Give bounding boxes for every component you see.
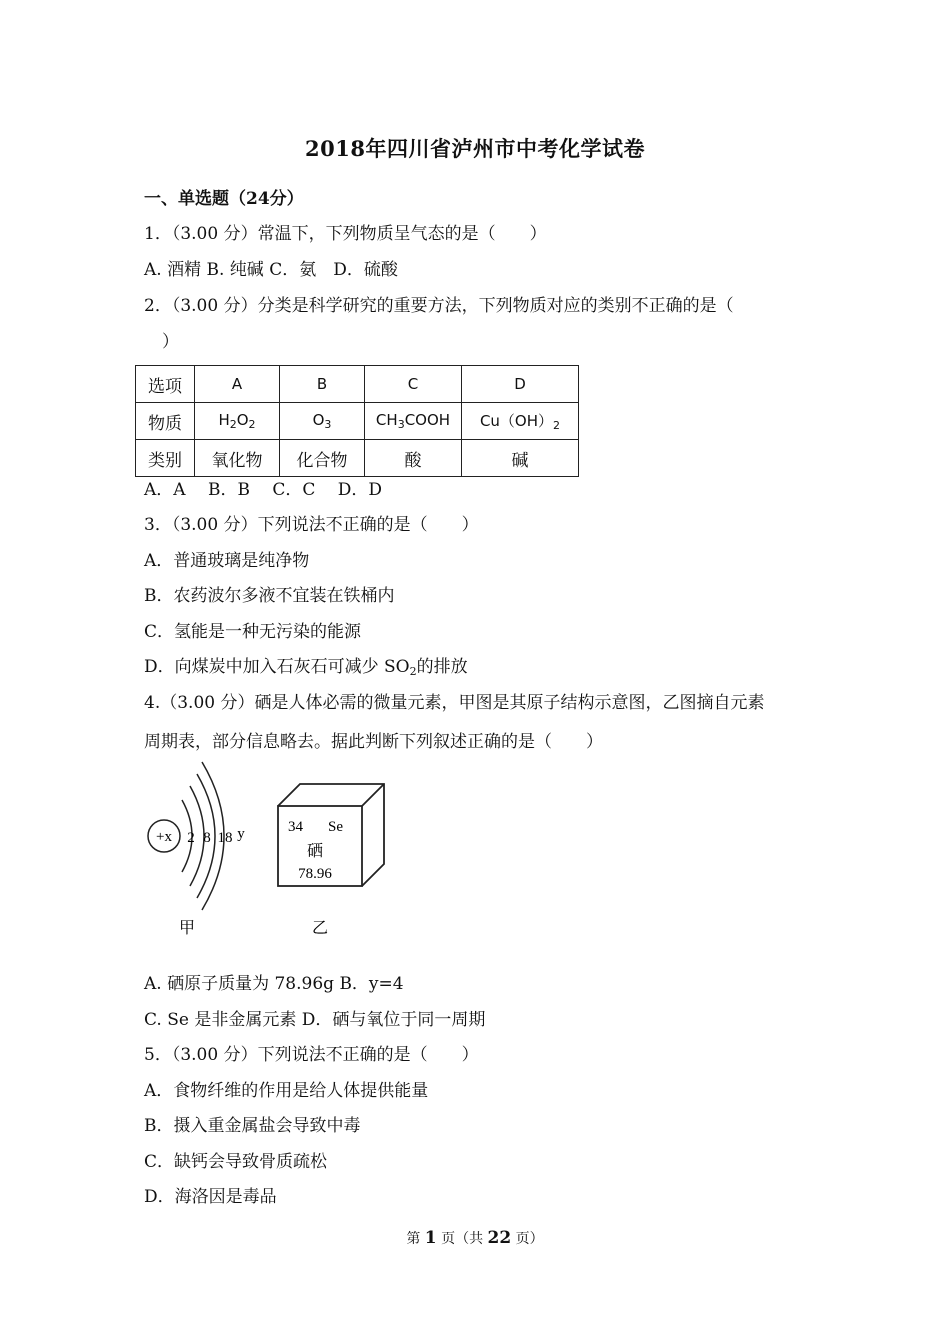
table-cell: 选项 [136,366,195,403]
table-row [136,440,579,477]
table-cell: D [462,366,579,403]
q1-stem: 1．（3.00 分）常温下，下列物质呈气态的是（ ） [144,224,547,244]
table-cell: C [365,366,462,403]
q2-options: A．A B．B C．C D．D [144,480,383,500]
q5-option-d: D．海洛因是毒品 [144,1187,277,1207]
formula-o3: $O_3$ [280,403,365,440]
atom-structure-diagram [148,762,245,937]
q3-option-c: C．氢能是一种无污染的能源 [144,622,362,642]
q3-option-b: B．农药波尔多液不宜装在铁桶内 [144,586,395,606]
nucleus-charge: +x [156,829,172,845]
table-row [136,403,579,440]
q5-stem: 5．（3.00 分）下列说法不正确的是（ ） [144,1045,479,1065]
q4-figure [140,758,400,948]
q5-option-b: B．摄入重金属盐会导致中毒 [144,1116,361,1136]
formula-cuoh2: $Cu(OH)_2$ [462,403,579,440]
q4-options-1: A. 硒原子质量为 78.96g B．y=4 [144,974,404,994]
q3-option-a: A．普通玻璃是纯净物 [144,551,310,571]
table-cell: A [195,366,280,403]
table-cell: 碱 [462,440,579,477]
total-pages: 22 [487,1228,512,1248]
formula-h2o2: $H_2O_2$ [195,403,280,440]
atomic-number: 34 [288,819,303,835]
q4-options-2: C. Se 是非金属元素 D．硒与氧位于同一周期 [144,1010,486,1030]
periodic-table-cell [278,784,384,937]
q5-option-a: A．食物纤维的作用是给人体提供能量 [144,1081,429,1101]
shell-count-4: y [237,826,245,842]
table-cell: 酸 [365,440,462,477]
q3-stem: 3．（3.00 分）下列说法不正确的是（ ） [144,515,479,535]
q2-table [135,365,579,477]
shell-count-1: 2 [187,830,195,846]
figure-label-b: 乙 [311,918,329,937]
q4-stem-line1: 4.（3.00 分）硒是人体必需的微量元素，甲图是其原子结构示意图，乙图摘自元素 [144,693,765,713]
q2-stem: 2．（3.00 分）分类是科学研究的重要方法，下列物质对应的类别不正确的是（ [144,296,734,316]
q2-stem-end: ） [162,332,179,352]
q1-options: A. 酒精 B. 纯碱 C．氨 D．硫酸 [144,260,398,280]
page-number: 1 [424,1228,437,1248]
table-cell: 类别 [136,440,195,477]
table-cell: 氧化物 [195,440,280,477]
table-cell: B [280,366,365,403]
table-row [136,366,579,403]
page-title: 2018年四川省泸州市中考化学试卷 [305,136,645,161]
table-cell: 物质 [136,403,195,440]
element-name: 硒 [306,841,324,860]
q4-stem-line2: 周期表，部分信息略去。据此判断下列叙述正确的是（ ） [144,732,603,752]
table-cell: 化合物 [280,440,365,477]
section-heading: 一、单选题（24分） [144,189,304,209]
q3-option-d: D．向煤炭中加入石灰石可减少 $SO_2$的排放 [144,657,468,678]
atomic-mass: 78.96 [298,866,332,882]
element-symbol: Se [328,819,343,835]
page-footer: 第 1 页（共 22 页） [406,1228,544,1248]
formula-ch3cooh: $CH_3COOH$ [365,403,462,440]
q5-option-c: C．缺钙会导致骨质疏松 [144,1152,328,1172]
figure-label-a: 甲 [178,918,196,937]
shell-count-2: 8 [203,830,211,846]
cell-top-edge [362,784,384,806]
shell-count-3: 18 [217,830,233,846]
